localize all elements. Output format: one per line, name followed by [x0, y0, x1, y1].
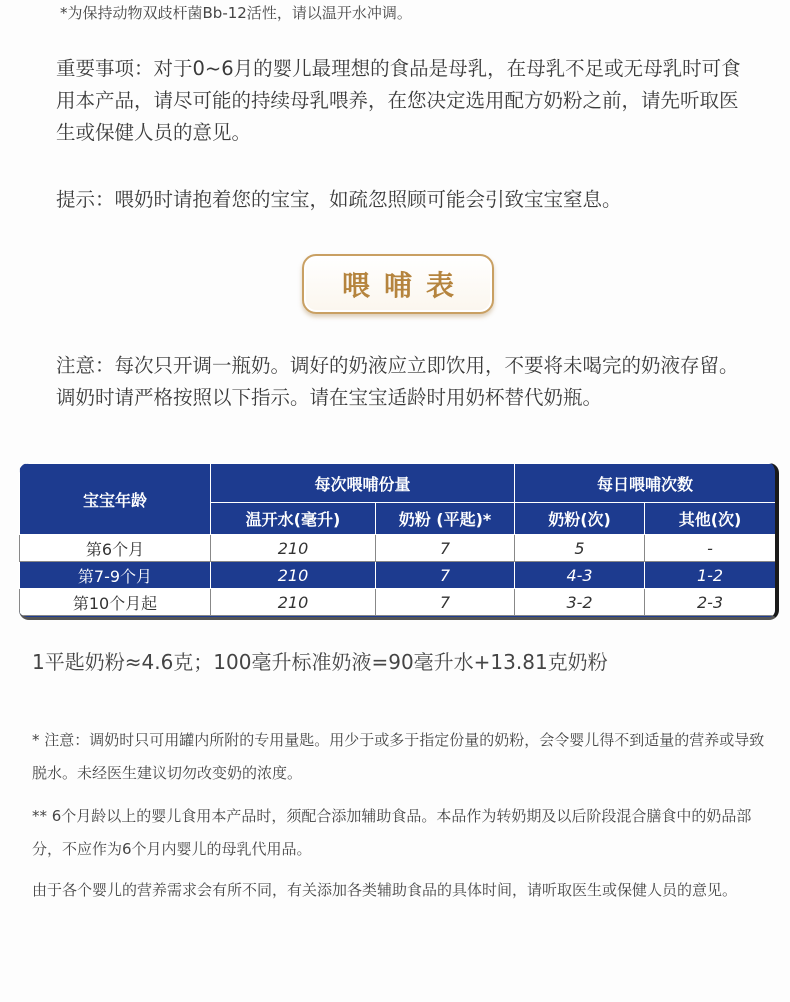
footnote-spoon: * 注意：调奶时只可用罐内所附的专用量匙。用少于或多于指定份量的奶粉，会令婴儿得不到适量的营养或导致脱水。未经医生建议切勿改变奶的浓度。 — [32, 731, 765, 782]
header-amount-group: 每次喂哺份量 — [211, 464, 515, 503]
cell-water: 210 — [211, 535, 376, 562]
header-age: 宝宝年龄 — [20, 464, 211, 535]
cell-powder: 7 — [376, 562, 515, 589]
header-times-group: 每日喂哺次数 — [515, 464, 776, 503]
feeding-table — [19, 463, 779, 620]
cell-water: 210 — [211, 589, 376, 616]
cell-powder-times: 4-3 — [515, 562, 645, 589]
cell-powder-times: 3-2 — [515, 589, 645, 616]
top-note: *为保持动物双歧杆菌Bb-12活性，请以温开水冲调。 — [60, 4, 412, 22]
cell-other-times: 2-3 — [645, 589, 776, 616]
important-notice: 重要事项：对于0~6月的婴儿最理想的食品是母乳，在母乳不足或无母乳时可食用本产品，请尽可能的持续母乳喂养，在您决定选用配方奶粉之前，请先听取医生或保健人员的意见。 — [56, 57, 741, 144]
table-row — [20, 589, 776, 616]
feeding-table-heading — [302, 254, 494, 314]
header-other-times: 其他(次) — [645, 503, 776, 535]
cell-age: 第6个月 — [20, 535, 211, 562]
heading-text: 喂哺表 — [341, 269, 468, 302]
preparation-notice: 注意：每次只开调一瓶奶。调好的奶液应立即饮用，不要将未喝完的奶液存留。调奶时请严格按照以下指示。请在宝宝适龄时用奶杯替代奶瓶。 — [56, 354, 739, 409]
conversion-ratio: 1平匙奶粉≈4.6克；100毫升标准奶液=90毫升水+13.81克奶粉 — [32, 650, 608, 674]
cell-age: 第7-9个月 — [20, 562, 211, 589]
cell-powder: 7 — [376, 589, 515, 616]
cell-other-times: 1-2 — [645, 562, 776, 589]
cell-age: 第10个月起 — [20, 589, 211, 616]
feeding-table-grid — [19, 463, 776, 616]
cell-powder-times: 5 — [515, 535, 645, 562]
table-row — [20, 535, 776, 562]
footnote-supplement: ** 6个月龄以上的婴儿食用本产品时，须配合添加辅助食品。本品作为转奶期及以后阶段混合膳食中的奶品部分，不应作为6个月内婴儿的母乳代用品。 — [32, 807, 752, 858]
header-water: 温开水(毫升) — [211, 503, 376, 535]
header-powder: 奶粉 (平匙)* — [376, 503, 515, 535]
table-row — [20, 562, 776, 589]
footnote-advice: 由于各个婴儿的营养需求会有所不同，有关添加各类辅助食品的具体时间，请听取医生或保健人员的意见。 — [32, 881, 738, 899]
cell-other-times: - — [645, 535, 776, 562]
cell-powder: 7 — [376, 535, 515, 562]
header-powder-times: 奶粉(次) — [515, 503, 645, 535]
cell-water: 210 — [211, 562, 376, 589]
tip-text: 提示：喂奶时请抱着您的宝宝，如疏忽照顾可能会引致宝宝窒息。 — [56, 188, 622, 211]
